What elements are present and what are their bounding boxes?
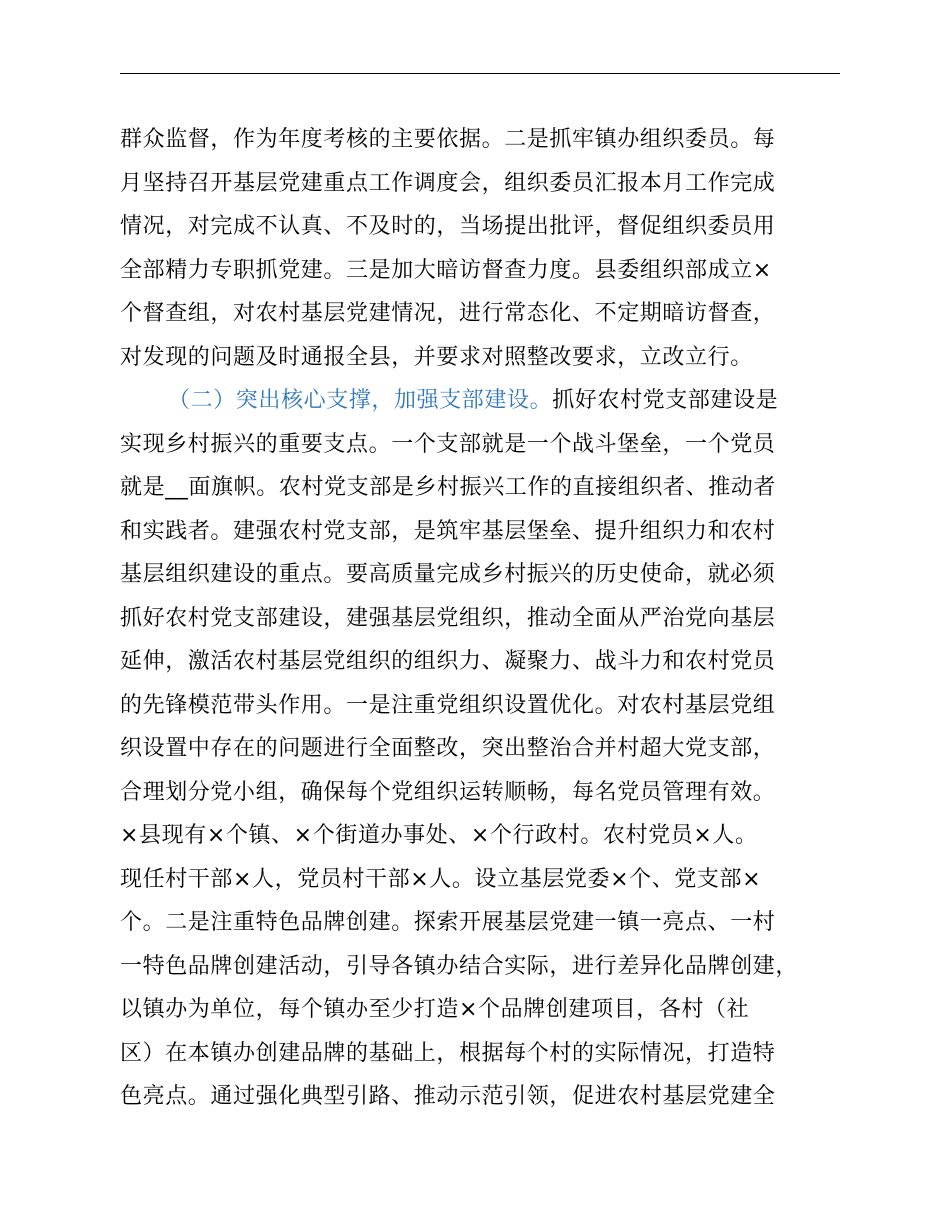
text-line: 和实践者。建强农村党支部，是筑牢基层堡垒、提升组织力和农村 [120, 518, 776, 544]
document-body [120, 118, 840, 1119]
text-line: 一特色品牌创建活动，引导各镇办结合实际，进行差异化品牌创建， [120, 953, 799, 979]
text-line: 抓好农村党支部建设，建强基层党组织，推动全面从严治党向基层 [120, 605, 776, 631]
text-line: 对发现的问题及时通报全县，并要求对照整改要求，立改立行。 [120, 344, 753, 370]
text-line: 织设置中存在的问题进行全面整改，突出整治合并村超大党支部， [120, 736, 776, 761]
text-line: 就是__面旗帜。农村党支部是乡村振兴工作的直接组织者、推动者 [120, 475, 777, 500]
text-line: 合理划分党小组，确保每个党组织运转顺畅，每名党员管理有效。 [120, 779, 776, 805]
text-line: 个督查组，对农村基层党建情况，进行常态化、不定期暗访督查， [120, 301, 776, 326]
section-first-line-text: 抓好农村党支部建设是 [552, 388, 779, 413]
text-line: 全部精力专职抓党建。三是加大暗访督查力度。县委组织部成立× [120, 257, 772, 283]
text-line: 个。二是注重特色品牌创建。探索开展基层党建一镇一亮点、一村 [120, 910, 776, 935]
text-line: 实现乡村振兴的重要支点。一个支部就是一个战斗堡垒，一个党员 [120, 431, 776, 457]
text-line: 色亮点。通过强化典型引路、推动示范引领，促进农村基层党建全 [120, 1084, 776, 1109]
text-line: 区）在本镇办创建品牌的基础上，根据每个村的实际情况，打造特 [120, 1040, 776, 1066]
text-line: 情况，对完成不认真、不及时的，当场提出批评，督促组织委员用 [120, 214, 776, 239]
header-rule [120, 73, 840, 74]
text-line: 以镇办为单位，每个镇办至少打造×个品牌创建项目，各村（社 [120, 997, 750, 1022]
text-line: 群众监督，作为年度考核的主要依据。二是抓牢镇办组织委员。每 [120, 127, 776, 152]
text-line: ×县现有×个镇、×个街道办事处、×个行政村。农村党员×人。 [120, 823, 758, 848]
text-line: 月坚持召开基层党建重点工作调度会，组织委员汇报本月工作完成 [120, 170, 776, 196]
text-line: 延伸，激活农村基层党组织的组织力、凝聚力、战斗力和农村党员 [120, 649, 776, 674]
section-heading: （二）突出核心支撑，加强支部建设。 [168, 388, 553, 413]
section-first-line [120, 379, 840, 423]
text-line: 现任村干部×人，党员村干部×人。设立基层党委×个、党支部× [120, 866, 762, 892]
text-line: 基层组织建设的重点。要高质量完成乡村振兴的历史使命，就必须 [120, 562, 776, 587]
text-line: 的先锋模范带头作用。一是注重党组织设置优化。对农村基层党组 [120, 692, 776, 718]
